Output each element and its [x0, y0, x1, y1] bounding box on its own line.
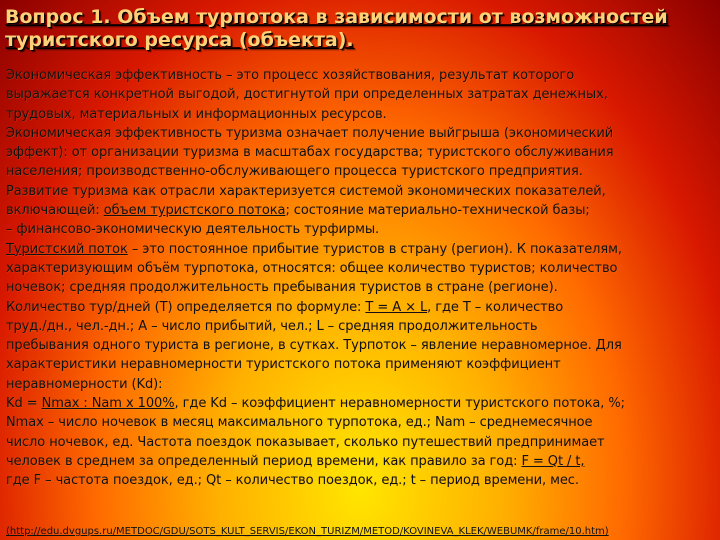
body-text-span: , где Kd – коэффициент неравномерности туристского потока, %; [174, 396, 625, 412]
body-text [6, 66, 716, 491]
title-line-1: Вопрос 1. Объем турпотока в зависимости от возможностей [5, 6, 668, 28]
body-line [6, 201, 716, 220]
body-text-span: = [22, 396, 42, 412]
body-text-span: ; состояние материально-технической базы; [285, 203, 590, 219]
body-line: Экономическая эффективность – это процесс хозяйствования, результат которого [6, 68, 575, 83]
body-line: труд./дн., чел.-дн.; А – число прибытий, чел.; L – средняя продолжительность [6, 318, 538, 334]
body-line: Экономическая эффективность туризма означает получение выйгрыша (экономический [6, 125, 614, 141]
body-line [6, 240, 716, 259]
body-line: ночевок; средняя продолжительность пребывания туристов в стране (регионе). [6, 280, 558, 296]
body-line [6, 298, 716, 317]
body-text-span: человек в среднем за определенный период времени, как правило за год: [6, 453, 522, 469]
body-line: Nmax – число ночевок в месяц максимального турпотока, ед.; Nam – среднемесячное [6, 415, 593, 431]
body-line: характеризующим объём турпотока, относятся: общее количество туристов; количество [6, 260, 618, 276]
body-text-span: включающей: [6, 203, 104, 219]
formula-kd: Nmax : Nam x 100% [41, 396, 175, 412]
formula-frequency: F = Qt / t, [521, 453, 585, 469]
body-line: трудовых, материальных и информационных ресурсов. [6, 106, 387, 122]
term-tourist-flow: Туристский поток [6, 241, 128, 257]
body-line: пребывания одного туриста в регионе, в сутках. Турпоток – явление неравномерное. Для [6, 338, 622, 354]
source-link[interactable]: (http://edu.dvgups.ru/METDOC/GDU/SOTS_KULT_SERVIS/EKON_TURIZM/METOD/KOVINEVA_KLEK/WEBUMK/frame/10.htm) [6, 526, 609, 537]
formula-tour-days: T = A × L [365, 299, 428, 315]
body-text-span: , где Т – количество [427, 299, 564, 315]
body-line: эффект): от организации туризма в масштабах государства; туристского обслуживания [6, 145, 614, 161]
body-text-span: Количество тур/дней (Т) определяется по формуле: [6, 299, 366, 315]
term-tourist-flow-volume: объем туристского потока [103, 203, 286, 219]
body-text-span: – это постоянное прибытие туристов в страну (регион). К показателям, [127, 241, 622, 257]
body-line: населения; производственно-обслуживающего процесса туристского предприятия. [6, 164, 583, 180]
body-line: – финансово-экономическую деятельность турфирмы. [6, 222, 380, 238]
body-line: характеристики неравномерности туристского потока применяют коэффициент [6, 357, 561, 373]
slide-title [5, 6, 715, 52]
body-line: где F – частота поездок, ед.; Qt – количество поездок, ед.; t – период времени, мес. [6, 473, 579, 489]
title-line-2: туристского ресурса (объекта). [5, 29, 354, 51]
body-line [6, 394, 716, 413]
body-line [6, 452, 716, 471]
body-text-span: Kd [6, 396, 23, 412]
body-line: Развитие туризма как отрасли характеризуется системой экономических показателей, [6, 183, 606, 199]
body-line: число ночевок, ед. Частота поездок показывает, сколько путешествий предпринимает [6, 434, 605, 450]
body-line: неравномерности (Kd): [6, 376, 163, 392]
body-line: выражается конкретной выгодой, достигнутой при определенных затратах денежных, [6, 87, 608, 103]
